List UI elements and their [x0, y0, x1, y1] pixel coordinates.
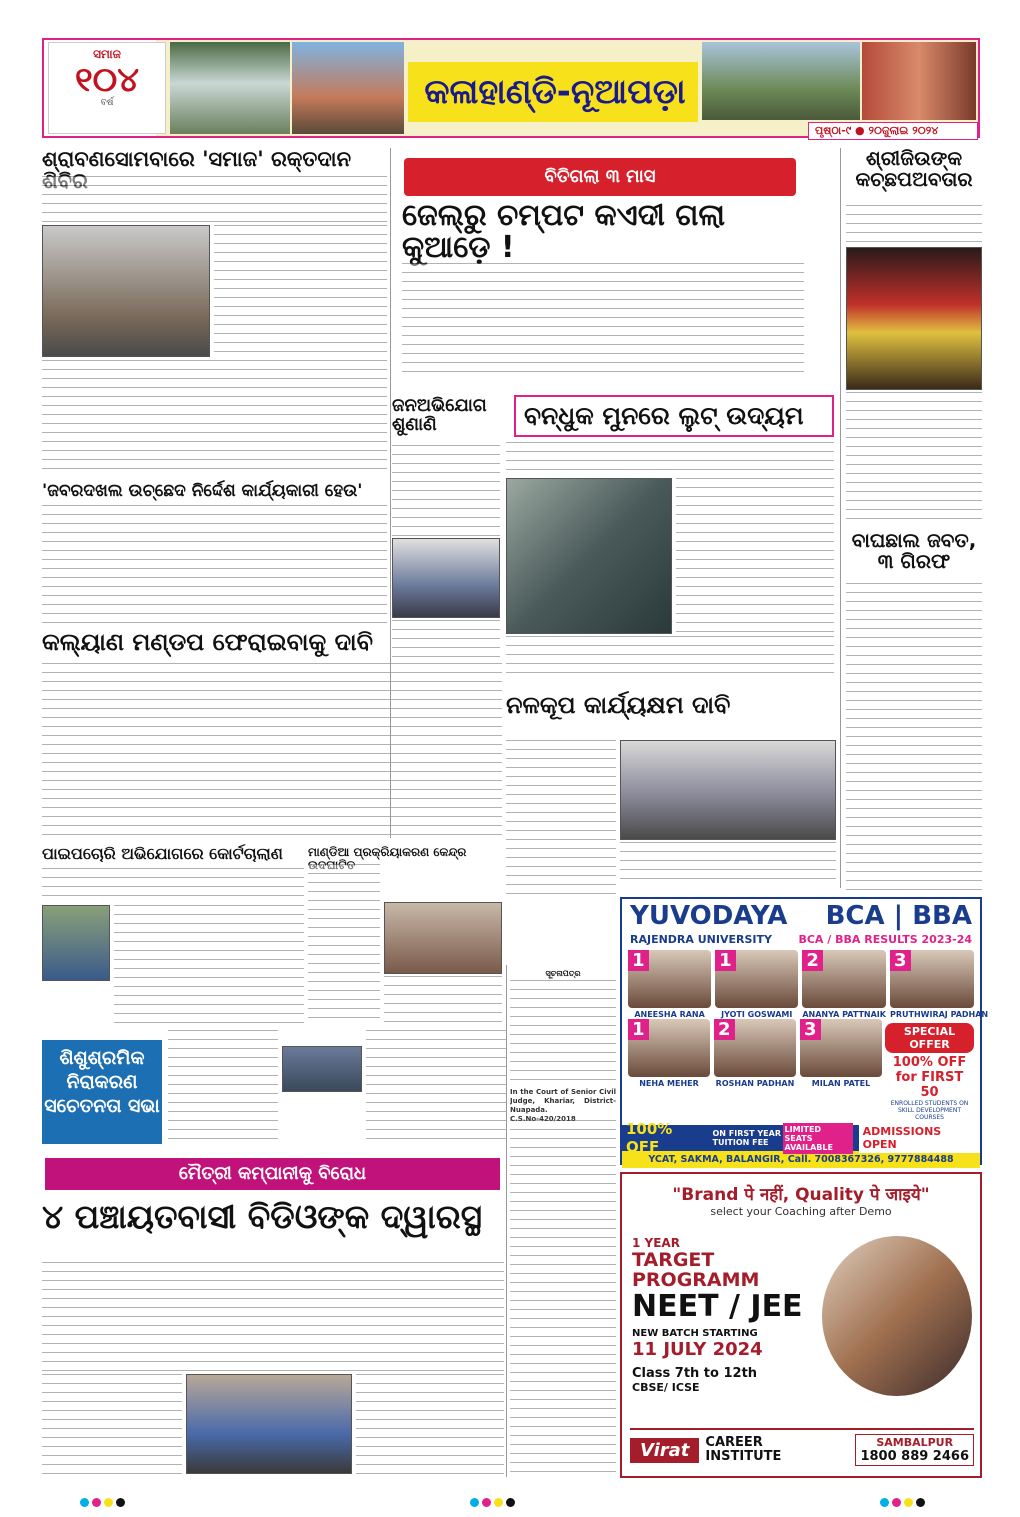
ranker-row-2 — [628, 1019, 885, 1121]
student-name: ROSHAN PADHAN — [715, 1079, 795, 1088]
headline-jail: ଜେଲ୍‌ରୁ ଚମ୍ପଟ କଏଦୀ ଗଲା କୁଆଡ଼େ ! — [402, 198, 726, 265]
headline-janabhiyog: ଜନଅଭିଯୋଗ ଶୁଣାଣି — [392, 395, 487, 435]
rank-badge: 2 — [802, 950, 823, 971]
student-name: PRUTHWIRAJ PADHAN — [889, 1010, 989, 1019]
rank-badge: 2 — [714, 1019, 735, 1040]
pipe-photo — [42, 905, 110, 981]
tubewell-photo — [620, 740, 836, 840]
headline-loot: ବନ୍ଧୁକ ମୁନରେ ଲୁଟ୍ ଉଦ୍ୟମ — [514, 395, 834, 437]
student-photo — [714, 1019, 796, 1077]
headline-encroach: 'ଜବରଦଖଲ ଉଚ୍ଛେଦ ନିର୍ଦ୍ଦେଶ କାର୍ଯ୍ୟକାରୀ ହେଉ' — [42, 481, 363, 501]
blood-camp-photo — [42, 225, 210, 357]
virat-phone[interactable]: 1800 889 2466 — [860, 1449, 969, 1464]
headline-tiger: ବାଘଛାଲ ଜବତ, ୩ ଗିରଫ — [851, 528, 977, 573]
jail-kicker: ବିତିଗଲା ୩ ମାସ — [404, 158, 796, 196]
jagannath-photo — [846, 247, 982, 390]
maitri-kicker: ମୈତ୍ରୀ କମ୍ପାନୀକୁ ବିରୋଧ — [45, 1158, 500, 1190]
body-blood-camp — [42, 176, 387, 224]
student-photo — [802, 950, 886, 1008]
headline-jagannath: ଶ୍ରୀଜିଉଙ୍କ କଚ୍ଛପଅବତାର — [855, 146, 973, 191]
headline-tubewell: ନଳକୂପ କାର୍ଯ୍ୟକ୍ଷମ ଦାବି — [506, 691, 731, 719]
rank-badge: 3 — [890, 950, 911, 971]
student-name: NEHA MEHER — [639, 1079, 699, 1088]
rank-badge: 3 — [800, 1019, 821, 1040]
student-photo — [628, 1019, 710, 1077]
headline-kalyan: କଲ୍ୟାଣ ମଣ୍ଡପ ଫେରାଇବାକୁ ଦାବି — [42, 628, 373, 656]
headline-mandia: ମାଣ୍ଡିଆ ପ୍ରକ୍ରିୟାକରଣ କେନ୍ଦ୍ର ଉଦଘାଟିତ — [308, 845, 467, 872]
ranker-card — [714, 1019, 796, 1121]
notice-title: ସୂଚନାପତ୍ର — [545, 969, 581, 978]
ranker-row-1 — [622, 946, 989, 1019]
waterfall-photo — [170, 42, 290, 134]
student-name: ANEESHA RANA — [634, 1010, 705, 1019]
virat-ad[interactable]: "Brand पे नहीं, Quality पे जाइये" select your Coaching after Demo 1 YEAR TARGET PROGRAMM NEET / JEE NEW BATCH STARTING 11 JULY 2024 Class 7th to 12th CBSE/ ICSE Virat CAREER INSTITUTE SAMBALPUR 1800 889 2466 — [620, 1172, 982, 1478]
ranker-card — [628, 950, 711, 1019]
ranker-card — [889, 950, 989, 1019]
page-info: ପୃଷ୍ଠା-୯ ● ୨୦ଜୁଲାଇ ୨୦୨୪ — [808, 122, 978, 140]
headline-pipe: ପାଇପଚୋରି ଅଭିଯୋଗରେ କୋର୍ଟଚାଲାଣ — [42, 844, 283, 863]
student-photo — [890, 950, 974, 1008]
samaja-logo: ସମାଜ ୧୦୪ ବର୍ଷ — [48, 42, 166, 134]
ranker-card — [800, 1019, 882, 1121]
registration-marks — [80, 1492, 128, 1511]
student-name: ANANYA PATTNAIK — [802, 1010, 886, 1019]
students-photo — [822, 1236, 972, 1396]
student-name: JYOTI GOSWAMI — [721, 1010, 793, 1019]
virat-logo: Virat — [630, 1438, 699, 1463]
children-photo — [862, 42, 976, 120]
temple-photo — [292, 42, 404, 134]
student-photo — [715, 950, 798, 1008]
child-labour-photo — [282, 1046, 362, 1092]
yuvodaya-ad[interactable]: YUVODAYA BCA | BBA RAJENDRA UNIVERSITY BCA / BBA RESULTS 2023-24 1 ANEESHA RANA 1 JYOTI GOSWAMI 2 ANANYA PATTNAIK 3 PRUTHWIRAJ PADHAN 1 NEHA MEHER 2 ROSHAN PADHAN 3 MILAN PATEL SPECIAL OFFER 100% OFF for FIRST 50 ENROLLED STUDENTS ON SKILL DEVELOPMENT COURSES 100% OFF ON FIRST YEAR TUITION FEE LIMITED SEATS AVAILABLE ADMISSIONS OPEN YCAT, SAKMA, BALANGIR, Call. 7008367326, 9777884488 — [620, 897, 982, 1165]
headline-blood-camp: ଶ୍ରାବଣସୋମବାରେ 'ସମାଜ' ରକ୍ତଦାନ ଶିବିର — [42, 147, 352, 194]
headline-maitri: ୪ ପଞ୍ଚାୟତବାସୀ ବିଡିଓଙ୍କ ଦ୍ୱାରସ୍ଥ — [42, 1197, 482, 1236]
maitri-photo — [186, 1374, 352, 1474]
cctv-photo — [506, 478, 672, 634]
child-labour-box: ଶିଶୁଶ୍ରମିକ ନିରାକରଣ ସଚେତନତା ସଭା — [42, 1040, 162, 1144]
rank-badge: 1 — [715, 950, 736, 971]
rank-badge: 1 — [628, 1019, 649, 1040]
ranker-card — [628, 1019, 710, 1121]
hills-photo — [702, 42, 860, 120]
mandia-photo — [384, 902, 502, 974]
janabhiyog-photo — [392, 538, 500, 618]
student-name: MILAN PATEL — [811, 1079, 871, 1088]
admissions-open[interactable]: ADMISSIONS OPEN — [859, 1123, 980, 1153]
ranker-card — [802, 950, 886, 1019]
student-photo — [628, 950, 711, 1008]
student-photo — [800, 1019, 882, 1077]
edition-title: କଳାହାଣ୍ଡି-ନୂଆପଡ଼ା — [424, 72, 686, 112]
rank-badge: 1 — [628, 950, 649, 971]
court-notice: In the Court of Senior Civil Judge, Khariar, District-Nuapada. C.S.No-420/2018 — [510, 1088, 616, 1123]
ranker-card — [715, 950, 798, 1019]
